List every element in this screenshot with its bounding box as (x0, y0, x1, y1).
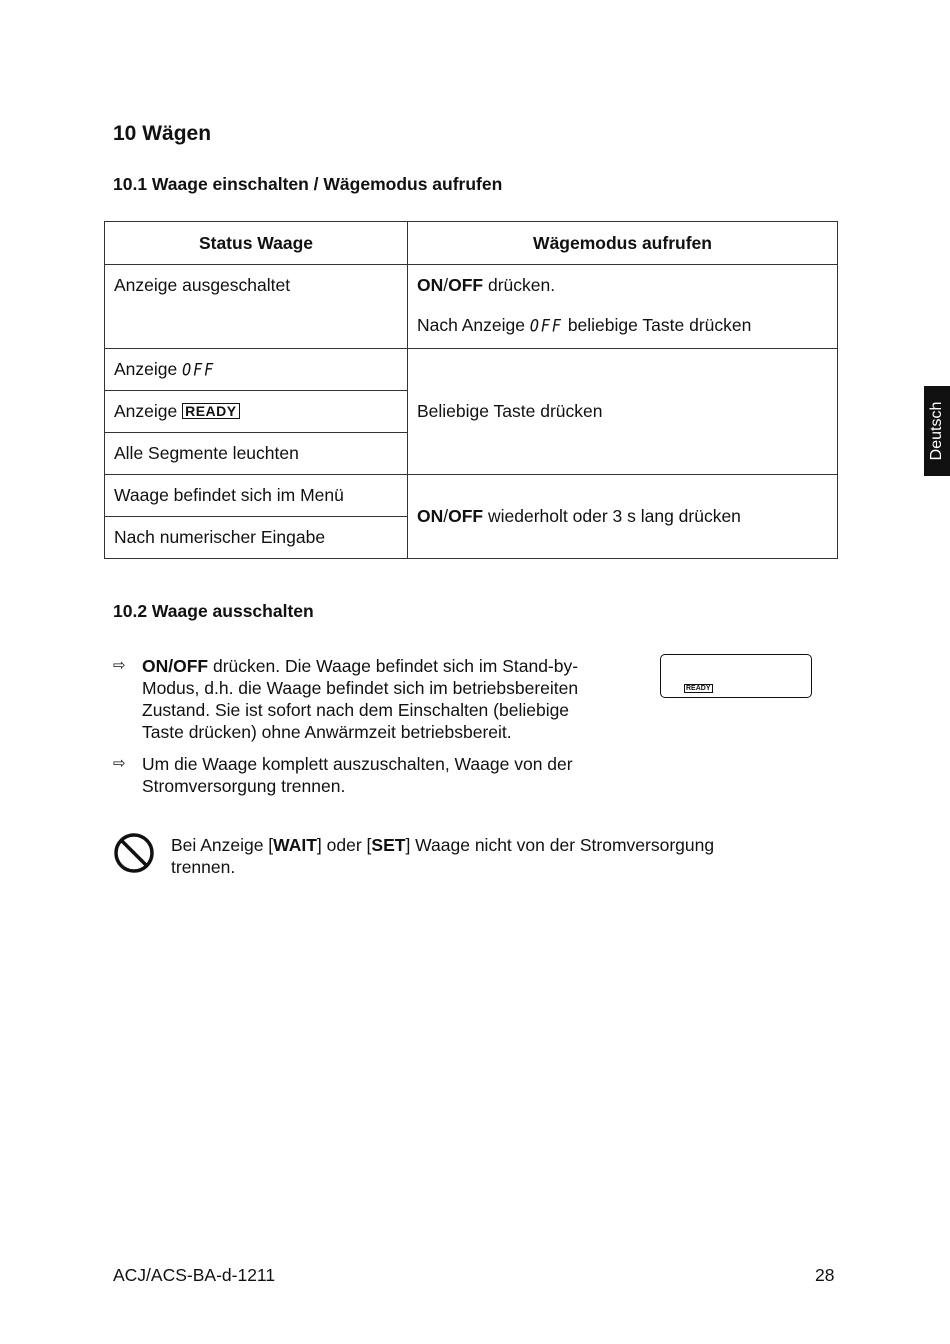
subsection-title-2: 10.2 Waage ausschalten (113, 601, 314, 621)
subsection-title-1: 10.1 Waage einschalten / Wägemodus aufrufen (113, 174, 503, 194)
cell-status: Alle Segmente leuchten (105, 433, 408, 475)
warning-note: Bei Anzeige [WAIT] oder [SET] Waage nicht von der Stromversorgung trennen. (171, 835, 715, 877)
header-action: Wägemodus aufrufen (408, 222, 838, 265)
off-display-glyph: OFF (182, 359, 216, 381)
scale-display (660, 654, 812, 698)
cell-action: ON/OFF wiederholt oder 3 s lang drücken (408, 475, 838, 559)
arrow-right-icon: ⇨ (113, 657, 126, 674)
ready-indicator: READY (686, 685, 711, 692)
footer-doc-id: ACJ/ACS-BA-d-1211 (113, 1265, 276, 1285)
arrow-right-icon: ⇨ (113, 755, 126, 772)
prohibited-icon (113, 832, 155, 874)
cell-status: Anzeige ausgeschaltet (105, 265, 408, 349)
section-title: 10 Wägen (113, 122, 212, 145)
header-status: Status Waage (105, 222, 408, 265)
cell-status: Nach numerischer Eingabe (105, 517, 408, 559)
status-table (104, 221, 838, 559)
cell-action: ON/OFF drücken. Nach Anzeige OFF beliebige Taste drücken (408, 265, 838, 349)
cell-status: Waage befindet sich im Menü (105, 475, 408, 517)
ready-badge: READY (182, 403, 240, 419)
cell-status: Anzeige OFF (105, 349, 408, 391)
off-display-glyph: OFF (529, 315, 563, 337)
cell-status: Anzeige READY (105, 391, 408, 433)
language-tab: Deutsch (924, 386, 950, 476)
page-number: 28 (815, 1265, 835, 1285)
cell-action: Beliebige Taste drücken (408, 349, 838, 475)
